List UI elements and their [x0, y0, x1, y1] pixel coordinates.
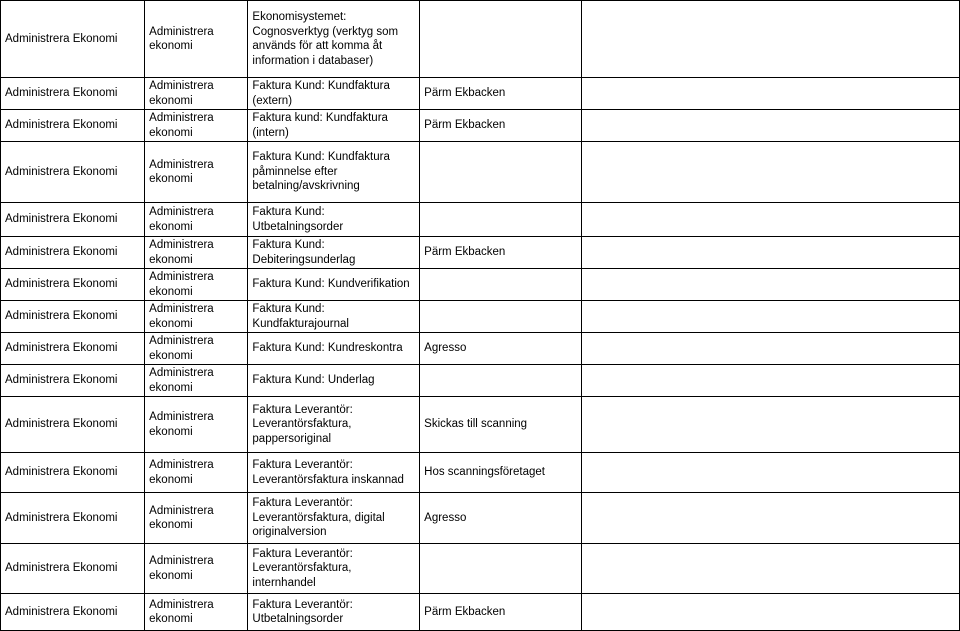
note-cell [581, 78, 959, 110]
note-cell [581, 544, 959, 594]
table-row [1, 237, 960, 269]
activity-cell: Administrera ekonomi [145, 237, 248, 269]
document-type-cell: Faktura Kund: Kundfaktura påminnelse efter betalning/avskrivning [248, 142, 420, 203]
document-type-cell: Faktura Leverantör: Leverantörsfaktura, internhandel [248, 544, 420, 594]
activity-cell: Administrera ekonomi [145, 269, 248, 301]
activity-cell: Administrera ekonomi [145, 365, 248, 397]
table-row [1, 365, 960, 397]
activity-cell: Administrera ekonomi [145, 453, 248, 493]
note-cell [581, 493, 959, 544]
table-row [1, 142, 960, 203]
storage-location-cell [420, 203, 582, 237]
note-cell [581, 594, 959, 631]
document-type-cell: Ekonomisystemet: Cognosverktyg (verktyg som används för att komma åt information i databaser) [248, 1, 420, 78]
activity-cell: Administrera ekonomi [145, 301, 248, 333]
storage-location-cell [420, 1, 582, 78]
table-row [1, 78, 960, 110]
table-row [1, 453, 960, 493]
process-cell: Administrera Ekonomi [1, 397, 145, 453]
activity-cell: Administrera ekonomi [145, 544, 248, 594]
document-type-cell: Faktura Kund: Kundreskontra [248, 333, 420, 365]
process-cell: Administrera Ekonomi [1, 237, 145, 269]
table-row [1, 544, 960, 594]
activity-cell: Administrera ekonomi [145, 203, 248, 237]
activity-cell: Administrera ekonomi [145, 78, 248, 110]
process-cell: Administrera Ekonomi [1, 1, 145, 78]
storage-location-cell [420, 365, 582, 397]
document-type-cell: Faktura Kund: Debiteringsunderlag [248, 237, 420, 269]
table-row [1, 397, 960, 453]
table-row [1, 1, 960, 78]
records-table-body [1, 1, 960, 631]
storage-location-cell: Pärm Ekbacken [420, 237, 582, 269]
process-cell: Administrera Ekonomi [1, 203, 145, 237]
storage-location-cell: Pärm Ekbacken [420, 78, 582, 110]
document-type-cell: Faktura Leverantör: Leverantörsfaktura, digital originalversion [248, 493, 420, 544]
document-type-cell: Faktura Kund: Kundfaktura (extern) [248, 78, 420, 110]
note-cell [581, 365, 959, 397]
table-row [1, 269, 960, 301]
storage-location-cell: Skickas till scanning [420, 397, 582, 453]
note-cell [581, 453, 959, 493]
process-cell: Administrera Ekonomi [1, 301, 145, 333]
table-row [1, 203, 960, 237]
activity-cell: Administrera ekonomi [145, 333, 248, 365]
process-cell: Administrera Ekonomi [1, 269, 145, 301]
storage-location-cell: Pärm Ekbacken [420, 110, 582, 142]
activity-cell: Administrera ekonomi [145, 594, 248, 631]
activity-cell: Administrera ekonomi [145, 397, 248, 453]
note-cell [581, 237, 959, 269]
table-row [1, 301, 960, 333]
storage-location-cell: Pärm Ekbacken [420, 594, 582, 631]
document-type-cell: Faktura Leverantör: Leverantörsfaktura inskannad [248, 453, 420, 493]
process-cell: Administrera Ekonomi [1, 544, 145, 594]
document-type-cell: Faktura Leverantör: Leverantörsfaktura, pappersoriginal [248, 397, 420, 453]
note-cell [581, 203, 959, 237]
note-cell [581, 269, 959, 301]
process-cell: Administrera Ekonomi [1, 142, 145, 203]
storage-location-cell [420, 544, 582, 594]
table-row [1, 110, 960, 142]
activity-cell: Administrera ekonomi [145, 493, 248, 544]
activity-cell: Administrera ekonomi [145, 110, 248, 142]
process-cell: Administrera Ekonomi [1, 333, 145, 365]
document-type-cell: Faktura Kund: Underlag [248, 365, 420, 397]
storage-location-cell [420, 142, 582, 203]
process-cell: Administrera Ekonomi [1, 365, 145, 397]
storage-location-cell [420, 269, 582, 301]
note-cell [581, 397, 959, 453]
process-cell: Administrera Ekonomi [1, 493, 145, 544]
table-row [1, 493, 960, 544]
activity-cell: Administrera ekonomi [145, 1, 248, 78]
table-row [1, 333, 960, 365]
note-cell [581, 1, 959, 78]
document-type-cell: Faktura Kund: Kundfakturajournal [248, 301, 420, 333]
storage-location-cell [420, 301, 582, 333]
note-cell [581, 333, 959, 365]
storage-location-cell: Hos scanningsföretaget [420, 453, 582, 493]
document-type-cell: Faktura Leverantör: Utbetalningsorder [248, 594, 420, 631]
process-cell: Administrera Ekonomi [1, 453, 145, 493]
document-type-cell: Faktura Kund: Kundverifikation [248, 269, 420, 301]
process-cell: Administrera Ekonomi [1, 594, 145, 631]
document-type-cell: Faktura Kund: Utbetalningsorder [248, 203, 420, 237]
note-cell [581, 142, 959, 203]
note-cell [581, 301, 959, 333]
process-cell: Administrera Ekonomi [1, 78, 145, 110]
note-cell [581, 110, 959, 142]
storage-location-cell: Agresso [420, 333, 582, 365]
document-type-cell: Faktura kund: Kundfaktura (intern) [248, 110, 420, 142]
process-cell: Administrera Ekonomi [1, 110, 145, 142]
table-row [1, 594, 960, 631]
storage-location-cell: Agresso [420, 493, 582, 544]
activity-cell: Administrera ekonomi [145, 142, 248, 203]
